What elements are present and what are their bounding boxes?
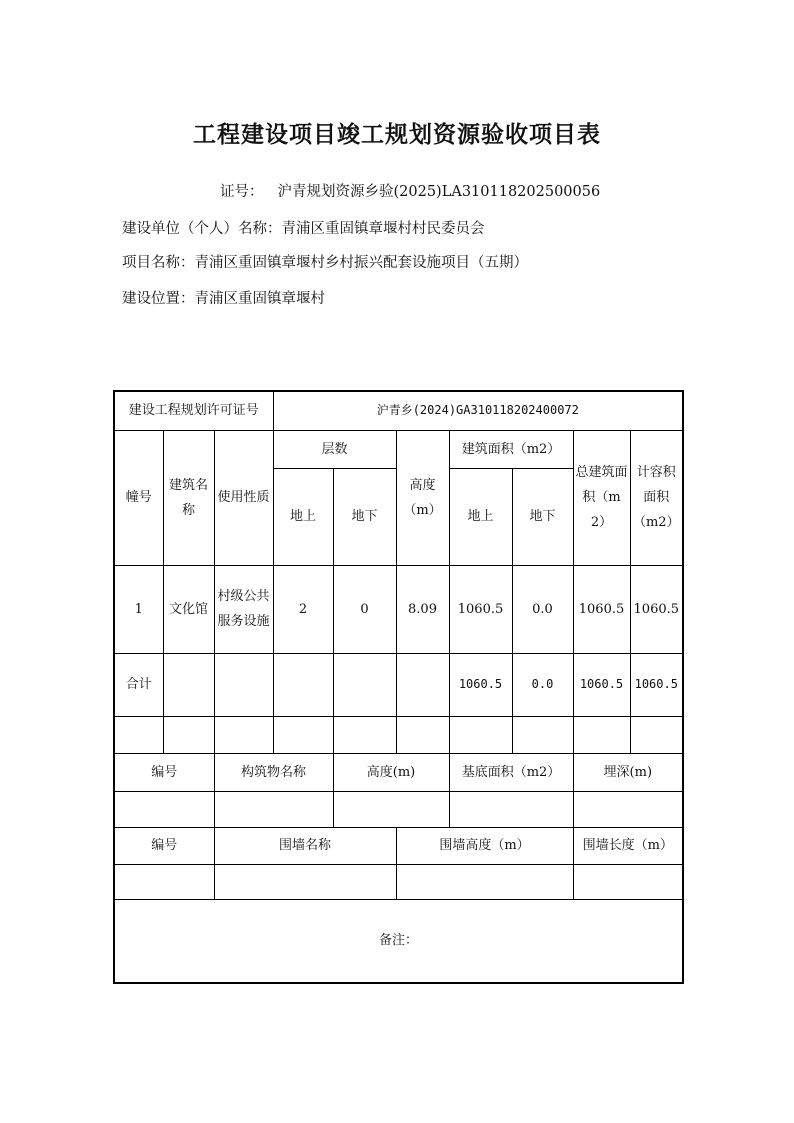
structure-header-name: 构筑物名称 <box>214 753 333 791</box>
header-height: 高度（m） <box>396 430 449 565</box>
cell-usage: 村级公共服务设施 <box>214 565 273 653</box>
header-floors-below: 地下 <box>333 468 396 565</box>
header-floors-above: 地上 <box>273 468 333 565</box>
cell-floors-above: 2 <box>273 565 333 653</box>
header-floors: 层数 <box>273 430 396 468</box>
project-name: 项目名称：青浦区重固镇章堰村乡村振兴配套设施项目（五期） <box>122 255 528 271</box>
construction-location: 建设位置：青浦区重固镇章堰村 <box>122 291 325 307</box>
certificate-line <box>220 180 600 201</box>
header-usage: 使用性质 <box>214 430 273 565</box>
cell-building-no: 1 <box>114 565 163 653</box>
acceptance-table <box>113 390 684 984</box>
cell-fa-area: 1060.5 <box>630 565 683 653</box>
cell-area-below: 0.0 <box>512 565 573 653</box>
cell-total-area: 1060.5 <box>573 565 630 653</box>
wall-header-no: 编号 <box>114 827 214 864</box>
empty-row <box>114 716 683 753</box>
structure-header-depth: 埋深(m) <box>573 753 683 791</box>
wall-header-height: 围墙高度（m） <box>396 827 573 864</box>
structure-header-base-area: 基底面积（m2） <box>449 753 573 791</box>
cell-area-above: 1060.5 <box>449 565 512 653</box>
sum-fa-area: 1060.5 <box>630 653 683 716</box>
header-total-area: 总建筑面积（m2） <box>573 430 630 565</box>
structure-empty-row <box>114 791 683 827</box>
remarks-label: 备注： <box>379 933 419 949</box>
certificate-label: 证号： <box>220 184 264 200</box>
cell-building-name: 文化馆 <box>163 565 214 653</box>
remarks <box>114 899 683 983</box>
sum-total-area: 1060.5 <box>573 653 630 716</box>
wall-empty-row <box>114 864 683 899</box>
header-building-name: 建筑名称 <box>163 430 214 565</box>
header-area: 建筑面积（m2） <box>449 430 573 468</box>
certificate-number: 沪青规划资源乡验(2025)LA310118202500056 <box>277 184 601 200</box>
page-title: 工程建设项目竣工规划资源验收项目表 <box>193 121 601 148</box>
wall-header-length: 围墙长度（m） <box>573 827 683 864</box>
header-building-no: 幢号 <box>114 430 163 565</box>
sum-label: 合计 <box>114 653 163 716</box>
cell-height: 8.09 <box>396 565 449 653</box>
permit-label: 建设工程规划许可证号 <box>114 391 273 430</box>
sum-row <box>114 653 683 716</box>
sum-area-above: 1060.5 <box>449 653 512 716</box>
wall-header-name: 围墙名称 <box>214 827 396 864</box>
cell-floors-below: 0 <box>333 565 396 653</box>
table-row <box>114 565 683 653</box>
structure-header-no: 编号 <box>114 753 214 791</box>
construction-unit: 建设单位（个人）名称：青浦区重固镇章堰村村民委员会 <box>122 221 485 237</box>
permit-number: 沪青乡(2024)GA310118202400072 <box>273 391 683 430</box>
header-area-above: 地上 <box>449 468 512 565</box>
sum-area-below: 0.0 <box>512 653 573 716</box>
header-area-below: 地下 <box>512 468 573 565</box>
structure-header-height: 高度(m) <box>333 753 449 791</box>
header-fa-area: 计容积面积（m2） <box>630 430 683 565</box>
